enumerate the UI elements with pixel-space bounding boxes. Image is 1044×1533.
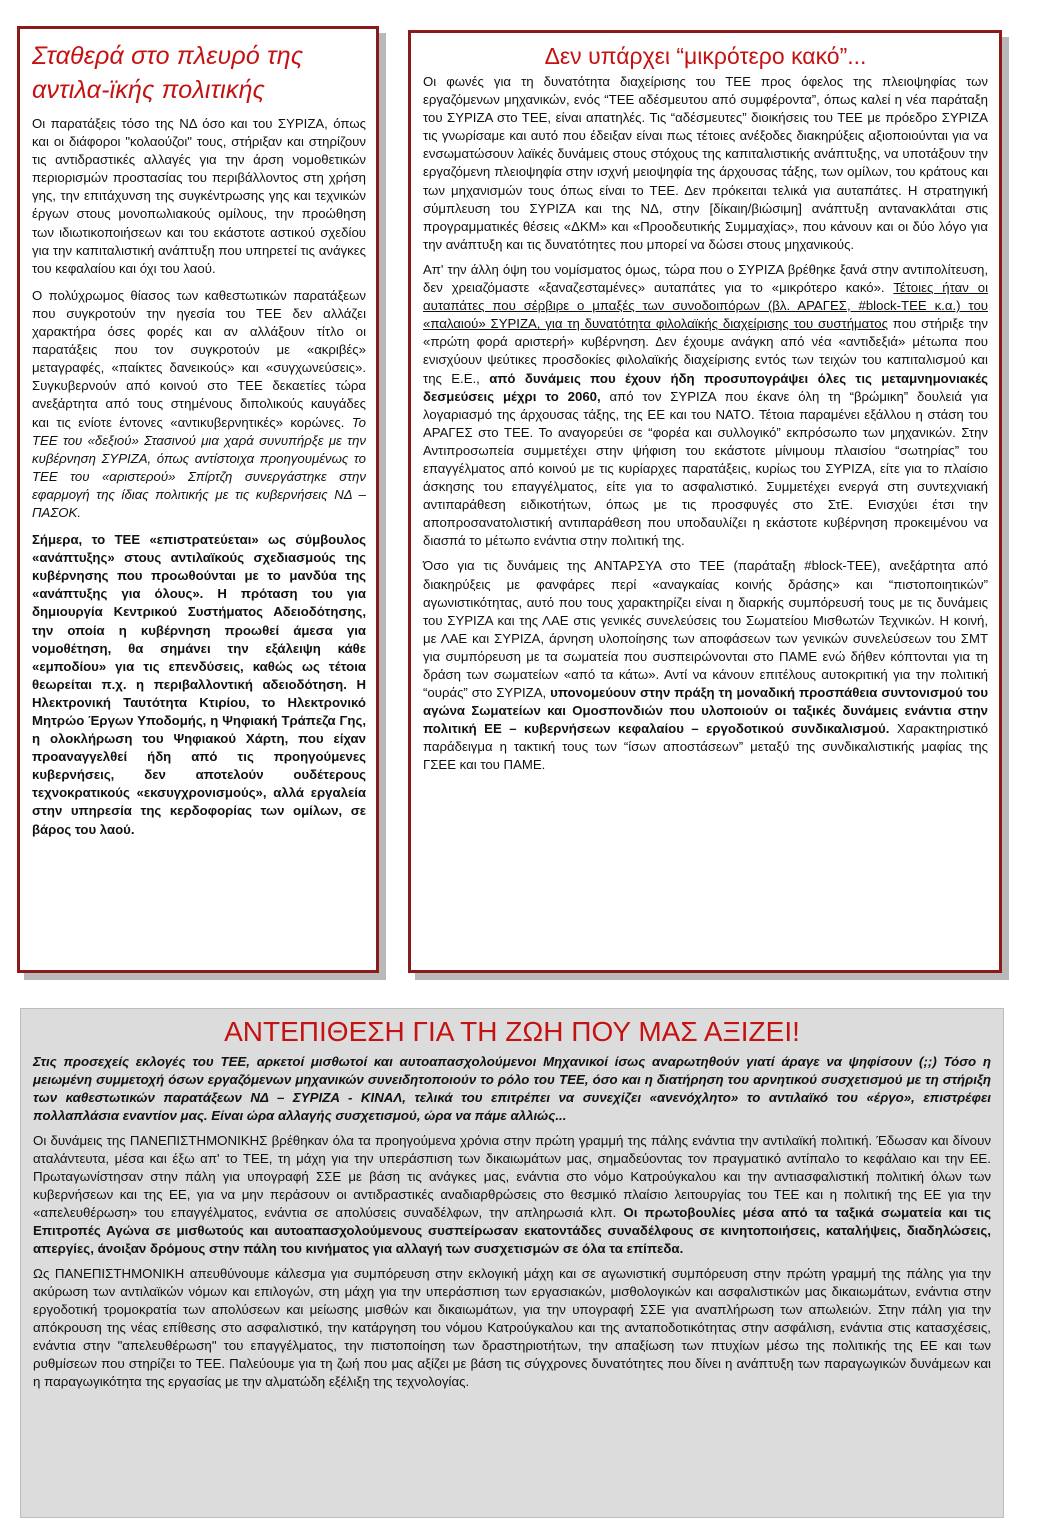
bottom-paragraph-2: Ως ΠΑΝΕΠΙΣΤΗΜΟΝΙΚΗ απευθύνουμε κάλεσμα για συμπόρευση στην εκλογική μάχη και σε αγωνιστική συμπόρευση στην πρώτη γραμμή της πάλης για την ακύρωση των αντιλαϊκών νόμων και επιλογών, στη μάχη για την υπεράσπιση των εργασιακών, μισθολογικών και ασφαλιστικών μας δικαιωμάτων, ενάντια στην εργοδοτική τρομοκρατία των απολύσεων και μείωσης μισθών και δικαιωμάτων, για την υπογραφή ΣΣΕ για αναπλήρωση των απωλειών. Στην πάλη για την απόκρουση της νέας επίθεσης στο ασφαλιστικό, την κατάργηση του νόμου Κατρούγκαλου και της ανταποδοτικότητας στην ασφάλιση, ενάντια στις κατασχέσεις, ενάντια στην "απελευθέρωση" του επαγγέλματος, την πιστοποίηση των δραστηριοτήτων, την απαξίωση των πτυχίων μέσω της πολιτικής της ΕΕ και των ρυθμίσεων που στηρίζει το ΤΕΕ. Παλεύουμε για τη ζωή που μας αξίζει με βάση τις σύγχρονες δυνατότητες που δίνει η ανάπτυξη των παραγωγικών δυνάμεων και η παραγωγικότητα της εργασίας με την αλματώδη εξέλιξη της τεχνολογίας. [33,1266,991,1389]
right-paragraph-3-text-a: Όσο για τις δυνάμεις της ΑΝΤΑΡΣΥΑ στο ΤΕΕ (παράταξη #block-ΤΕΕ), ανεξάρτητα από διακηρύξεις με φανφάρες περί «αναγκαίας κοινής δράσης» και “πιστοποιητικών” αγωνιστικότητας, αυτό που τους χαρακτηρίζει είναι η διαρκής συμπόρευσή τους με τις δυνάμεις του ΣΥΡΙΖΑ και της ΛΑΕ στις γενικές συνελεύσεις του Σωματείου Μισθωτών Τεχνικών. Η κοινή, με ΛΑΕ και ΣΥΡΙΖΑ, άρνηση υλοποίησης των αποφάσεων των γενικών συνελεύσεων του ΣΜΤ για συμπόρευση με τα σωματεία που συσπειρώνονται στο ΠΑΜΕ ενώ δήθεν κόπτονται για τη δράση των σωματείων «από τα κάτω». Αντί να κάνουν επιτέλους αυτοκριτική για την πολιτική “ουράς” στο ΣΥΡΙΖΑ, [423,558,988,701]
bottom-paragraph-1-bold: Οι πρωτοβουλίες μέσα από τα ταξικά σωματεία και τις Επιτροπές Αγώνα σε μισθωτούς και αυτοαπασχολούμενους συσπείρωσαν εκατοντάδες συναδέλφους σε κινητοποιήσεις, καταλήψεις, διαδηλώσεις, απεργίες, άνοιξαν δρόμους στην πάλη του κινήματος για αλλαγή των συσχετισμών σε όλα τα επίπεδα. [33,1205,991,1256]
left-article [17,26,379,973]
right-paragraph-3-bold: υπονομεύουν στην πράξη τη μοναδική προσπάθεια συντονισμού του αγώνα Σωματείων και Ομοσπονδιών που υλοποιούν οι ταξικές δυνάμεις ενάντια στην πολιτική ΕΕ – κυβερνήσεων κεφαλαίου – εργοδοτικού συνδικαλισμού. [423,685,988,737]
right-paragraph-2 [423,261,988,551]
bottom-callout [20,1008,1004,1518]
left-paragraph-3: Σήμερα, το ΤΕΕ «επιστρατεύεται» ως σύμβουλος «ανάπτυξης» στους αντιλαϊκούς σχεδιασμούς της κυβέρνησης που προωθούνται με το μανδύα της «ανάπτυξης για όλους». Η πρόταση του για δημιουργία Κεντρικού Συστήματος Αδειοδότησης, την οποία η κυβέρνηση προωθεί άμεσα για νομοθέτηση, θα σημάνει την εξάλειψη κάθε «εμποδίου» για τις επενδύσεις, καθώς ως τέτοια θεωρείται π.χ. η περιβαλλοντική αδειοδότηση. Η Ηλεκτρονική Ταυτότητα Κτιρίου, το Ηλεκτρονικό Μητρώο Έργων Υποδομής, η Ψηφιακή Τράπεζα Γης, η ολοκλήρωση του Ψηφιακού Χάρτη, που είχαν προαναγγελθεί ήδη από τις προηγούμενες κυβερνήσεις, δεν αποτελούν ουδέτερους τεχνοκρατικούς «εκσυγχρονισμούς», αλλά εργαλεία στην υπηρεσία της κερδοφορίας των ομίλων, σε βάρος του λαού. [32,532,366,837]
bottom-paragraph-1 [33,1132,991,1258]
left-paragraph-1: Οι παρατάξεις τόσο της ΝΔ όσο και του ΣΥΡΙΖΑ, όπως και οι διάφοροι "κολαούζοι" τους, στήριξαν και στηρίζουν τις αντιδραστικές αλλαγές για την άρση νομοθετικών περιορισμών προστασίας του περιβάλλοντος στη χρήση γης, την επιτάχυνση της συγκέντρωσης γης και τεχνικών έργων στους μονοπωλιακούς ομίλους, την προώθηση των ιδιωτικοποιήσεων και του εκάστοτε αστικού σχεδίου για την καπιταλιστική ανάπτυξη που υπηρετεί τις ανάγκες του κεφαλαίου και όχι του λαού. [32,116,366,276]
right-article [408,30,1002,973]
bottom-callout-title: ΑΝΤΕΠΙΘΕΣΗ ΓΙΑ ΤΗ ΖΩΗ ΠΟΥ ΜΑΣ ΑΞΙΖΕΙ! [224,1016,800,1047]
right-article-title: Δεν υπάρχει “μικρότερο κακό”... [544,43,867,69]
right-paragraph-2-text-a: Απ' την άλλη όψη του νομίσματος όμως, τώρα που ο ΣΥΡΙΖΑ βρέθηκε ξανά στην αντιπολίτευση, δεν χρειαζόμαστε «ξαναζεσταμένες» αυταπάτες για το «μικρότερο κακό». [423,261,988,296]
right-paragraph-2-text-c: από τον ΣΥΡΙΖΑ που έκανε όλη τη “βρώμικη” δουλειά για λογαριασμό της άρχουσας τάξης, της ΕΕ και του ΝΑΤΟ. Τέτοια παραμένει εξάλλου η στάση του ΑΡΑΓΕΣ στο ΤΕΕ. Το αναγορεύει σε “φορέα και συλλογικό” εκπρόσωπο των μηχανικών. Στην Αντιπροσωπεία συμμετέχει στην ψήφιση του εκάστοτε μίνιμουμ πλαισίου “σωτηρίας” του επαγγέλματος από κοινού με τις κυρίαρχες παρατάξεις, κυρίως του ΣΥΡΙΖΑ, είτε για το πλαίσιο άσκησης του επαγγέλματος, είτε για το ασφαλιστικό. Συμμετέχει ενεργά στη συντεχνιακή αντιπαράθεση ειδικοτήτων, όπως με τις προσφυγές στο ΣτΕ. Ενισχύει έτσι την αποπροσανατολιστική αντιπαράθεση που υποδαυλίζει η εκάστοτε κυβέρνηση προκειμένου να διασπά το μέτωπο ενάντια στην πολιτική της. [423,388,988,549]
right-paragraph-3 [423,557,988,774]
right-paragraph-3-text-c: Χαρακτηριστικό παράδειγμα η τακτική τους των “ίσων αποστάσεων” μεταξύ της συνδικαλιστικής μαφίας της ΓΣΕΕ και του ΠΑΜΕ. [423,721,988,773]
left-paragraph-2-italic: Το ΤΕΕ του «δεξιού» Στασινού μια χαρά συνυπήρξε με την κυβέρνηση ΣΥΡΙΖΑ, όπως αντίστοιχα προηγουμένως το ΤΕΕ του «αριστερού» Σπίρτζη συνεργάστηκε στην εφαρμογή της ίδιας πολιτικής με τις κυβερνήσεις ΝΔ – ΠΑΣΟΚ. [32,414,366,520]
left-article-title: Σταθερά στο πλευρό της αντιλα-ϊκής πολιτικής [32,42,304,104]
right-paragraph-2-text-b: που στήριξε την «πρώτη φορά αριστερή» κυβέρνηση. Δεν έχουμε ανάγκη από νέα «αντιδεξιά» μέτωπα που ενισχύουν ψεύτικες προσδοκίες φιλολαϊκής διαχείρισης εντός των τειχών του καπιταλισμού και της Ε.Ε., [423,316,988,386]
right-paragraph-2-bold: από δυνάμεις που έχουν ήδη προσυπογράψει όλες τις μεταμνημονιακές δεσμεύσεις μέχρι το 2060, [423,370,989,404]
bottom-paragraph-1-text: Οι δυνάμεις της ΠΑΝΕΠΙΣΤΗΜΟΝΙΚΗΣ βρέθηκαν όλα τα προηγούμενα χρόνια στην πρώτη γραμμή της πάλης ενάντια την αντιλαϊκή πολιτική. Έδωσαν και δίνουν αταλάντευτα, μέσα και έξω απ' το ΤΕΕ, τη μάχη για την υπεράσπιση των δικαιωμάτων μας, σημαδεύοντας τον πραγματικό αντίπαλο το κεφάλαιο και την ΕΕ. Πρωταγωνίστησαν στην πάλη για υπογραφή ΣΣΕ με βάση τις ανάγκες μας, ενάντια στο νόμο Κατρούγκαλου και την αντιασφαλιστική πολιτική όλων των κυβερνήσεων και της ΕΕ, για να μην περάσουν οι αντιδραστικές αναδιαρθρώσεις στο θεσμικό πλαίσιο λειτουργίας του ΤΕΕ και η πολιτική της ΕΕ για την «απελευθέρωση» του επαγγέλματος, ενάντια σε απολύσεις συναδέλφων, την απληρωσιά κλπ. [33,1133,991,1220]
right-paragraph-2-underlined: Τέτοιες ήταν οι αυταπάτες που σέρβιρε ο μπαξές των συνοδοιπόρων (βλ. ΑΡΑΓΕΣ, #block-ΤΕΕ κ.α.) του «παλαιού» ΣΥΡΙΖΑ, για τη δυνατότητα φιλολαϊκής διαχείρισης του συστήματος [423,280,989,332]
left-paragraph-2 [32,287,366,522]
bottom-lead-paragraph: Στις προσεχείς εκλογές του ΤΕΕ, αρκετοί μισθωτοί και αυτοαπασχολούμενοι Μηχανικοί ίσως αναρωτηθούν γιατί άραγε να ψηφίσουν (;;) Τόσο η μειωμένη συμμετοχή όσων εργαζόμενων μηχανικών συνειδητοποιούν το ρόλο του ΤΕΕ, όσο και η διατήρηση του αρνητικού συσχετισμού με τη στήριξη των καθεστωτικών παρατάξεων ΝΔ – ΣΥΡΙΖΑ - ΚΙΝΑΛ, τελικά του επιτρέπει να συνεχίζει «ανενόχλητο» το αντιλαϊκό του «έργο», επιστρέφει πολλαπλάσια εναντίον μας. Είναι ώρα αλλαγής συσχετισμού, ώρα να πάμε αλλιώς... [33,1054,991,1123]
right-paragraph-1: Οι φωνές για τη δυνατότητα διαχείρισης του ΤΕΕ προς όφελος της πλειοψηφίας των εργαζόμενων μηχανικών, ενός “ΤΕΕ αδέσμευτου από συμφέροντα”, όπως καλεί η νέα παράταξη του ΣΥΡΙΖΑ στο ΤΕΕ, είναι απατηλές. Τις “αδέσμευτες” διοικήσεις του ΤΕΕ με πρόεδρο ΣΥΡΙΖΑ τις γνωρίσαμε και αυτό που έδειξαν είναι πως τέτοιες ανέξοδες διακηρύξεις αξιοποιούνται για να ενσωματώσουν λαϊκές δυνάμεις στους στόχους της καπιταλιστικής ανάπτυξης, να υποτάξουν την εργαζόμενη πλειοψηφία στην ισχνή μειοψηφία της άρχουσας τάξης, των ομίλων, του κράτους και των μηχανισμών τους όπως είναι το ΤΕΕ. Δεν πρόκειται τελικά για αυταπάτες. Η στρατηγική σύμπλευση του ΣΥΡΙΖΑ και της ΝΔ, στην [δίκαιη/βιώσιμη] ανάπτυξη αντανακλάται στις προγραμματικές θέσεις «ΔΚΜ» και «Προοδευτικής Συμμαχίας», που κάνουν και οι δύο λόγο για την ανάπτυξη και τις δυνατότητες που μπορεί να δώσει στους μηχανικούς. [423,74,988,252]
left-paragraph-2-text: Ο πολύχρωμος θίασος των καθεστωτικών παρατάξεων που συγκροτούν την ηγεσία του ΤΕΕ δεν αλλάζει χαρακτήρα όσες φορές και αν αλλάξουν τίτλο οι παρατάξεις που τον συγκροτούν με «ακριβές» μεταγραφές, «παίκτες δανεικούς» και «συγχωνεύσεις». Συγκυβερνούν από κοινού στο ΤΕΕ δεκαετίες τώρα ανεξάρτητα από τους στημένους διπολικούς καυγάδες και τις ενίοτε έντονες «αντικυβερνητικές» κορώνες. [32,287,366,430]
